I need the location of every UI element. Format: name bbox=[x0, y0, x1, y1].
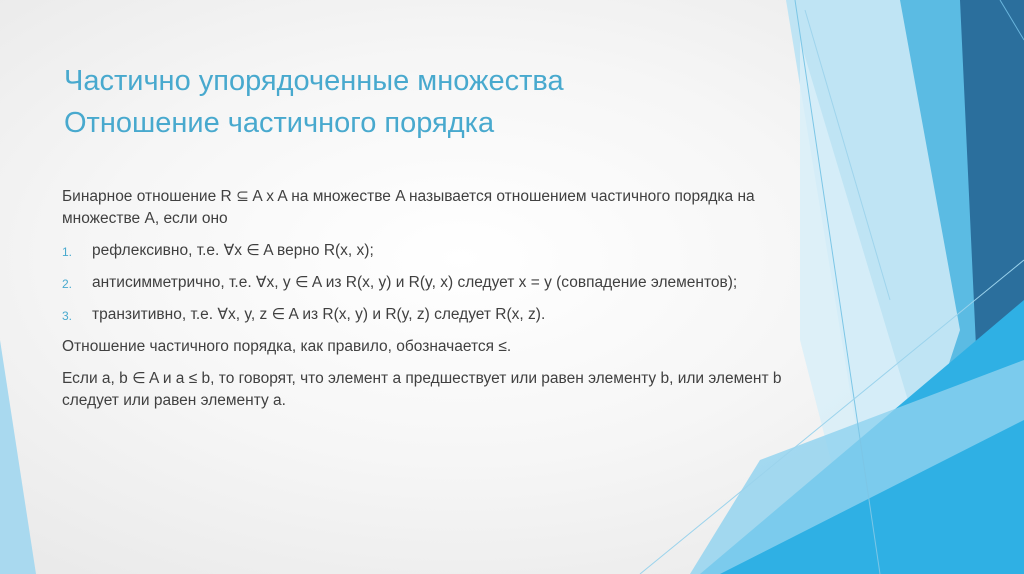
list-item-text: антисимметрично, т.е. ∀x, y ∈ A из R(x, y) и R(y, x) следует x = y (совпадение элементов); bbox=[92, 274, 738, 291]
list-item-text: транзитивно, т.е. ∀x, y, z ∈ A из R(x, y) и R(y, z) следует R(x, z). bbox=[92, 306, 546, 323]
slide-title bbox=[64, 60, 784, 144]
title-line-1: Частично упорядоченные множества bbox=[64, 65, 564, 97]
title-line-2: Отношение частичного порядка bbox=[64, 107, 495, 139]
list-item-number: 1. bbox=[62, 245, 73, 259]
list-item-text: рефлексивно, т.е. ∀x ∈ A верно R(x, x); bbox=[92, 242, 374, 259]
conclusion-paragraph: Если a, b ∈ A и a ≤ b, то говорят, что элемент a предшествует или равен элементу b, или элемент b следует или равен элементу a. bbox=[62, 370, 782, 409]
list-item bbox=[62, 272, 782, 294]
list-item bbox=[62, 304, 782, 326]
list-item bbox=[62, 240, 782, 262]
list-item-number: 3. bbox=[62, 309, 73, 323]
left-edge-shape bbox=[0, 340, 36, 574]
note-paragraph: Отношение частичного порядка, как правило, обозначается ≤. bbox=[62, 338, 512, 355]
intro-paragraph: Бинарное отношение R ⊆ A x A на множестве A называется отношением частичного порядка на множестве A, если оно bbox=[62, 188, 755, 227]
slide-body bbox=[62, 186, 782, 422]
list-item-number: 2. bbox=[62, 277, 73, 291]
